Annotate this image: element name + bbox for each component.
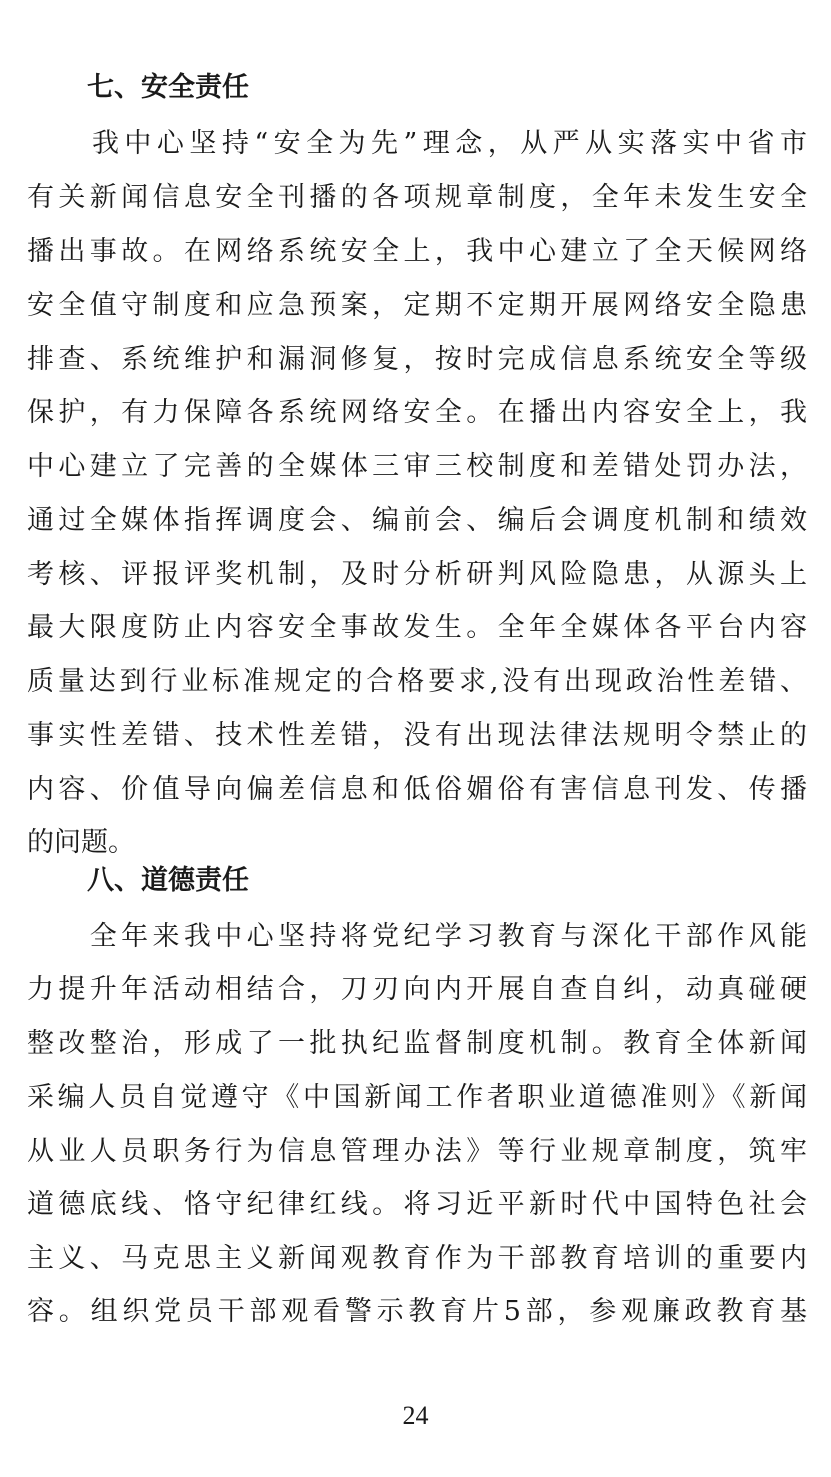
paragraph-line: 排查、系统维护和漏洞修复，按时完成信息系统安全等级 xyxy=(27,344,807,375)
paragraph-line: 考核、评报评奖机制，及时分析研判风险隐患，从源头上 xyxy=(27,559,807,590)
paragraph-line: 容。组织党员干部观看警示教育片5部，参观廉政教育基 xyxy=(27,1296,807,1327)
paragraph-line: 从业人员职务行为信息管理办法》等行业规章制度，筑牢 xyxy=(27,1136,807,1167)
paragraph-line: 质量达到行业标准规定的合格要求,没有出现政治性差错、 xyxy=(27,666,807,697)
paragraph-line: 最大限度防止内容安全事故发生。全年全媒体各平台内容 xyxy=(27,612,807,643)
paragraph-line: 播出事故。在网络系统安全上，我中心建立了全天候网络 xyxy=(27,236,807,267)
paragraph-line: 道德底线、恪守纪律红线。将习近平新时代中国特色社会 xyxy=(27,1189,807,1220)
paragraph-line: 采编人员自觉遵守《中国新闻工作者职业道德准则》《新闻 xyxy=(27,1082,807,1113)
section-heading-safety: 七、安全责任 xyxy=(87,72,249,103)
paragraph-line: 整改整治，形成了一批执纪监督制度机制。教育全体新闻 xyxy=(27,1028,807,1059)
paragraph-line: 我中心坚持“安全为先”理念，从严从实落实中省市 xyxy=(27,128,807,159)
paragraph-line: 安全值守制度和应急预案，定期不定期开展网络安全隐患 xyxy=(27,290,807,321)
paragraph-line: 主义、马克思主义新闻观教育作为干部教育培训的重要内 xyxy=(27,1243,807,1274)
page-number: 24 xyxy=(402,1401,429,1430)
paragraph-line: 力提升年活动相结合，刀刃向内开展自查自纠，动真碰硬 xyxy=(27,974,807,1005)
paragraph-line: 保护，有力保障各系统网络安全。在播出内容安全上，我 xyxy=(27,397,807,428)
paragraph-line: 事实性差错、技术性差错，没有出现法律法规明令禁止的 xyxy=(27,720,807,751)
paragraph-line: 的问题。 xyxy=(27,827,135,858)
paragraph-line: 中心建立了完善的全媒体三审三校制度和差错处罚办法， xyxy=(27,451,807,482)
paragraph-line: 全年来我中心坚持将党纪学习教育与深化干部作风能 xyxy=(27,921,807,952)
paragraph-line: 内容、价值导向偏差信息和低俗媚俗有害信息刊发、传播 xyxy=(27,774,807,805)
paragraph-line: 有关新闻信息安全刊播的各项规章制度，全年未发生安全 xyxy=(27,182,807,213)
paragraph-line: 通过全媒体指挥调度会、编前会、编后会调度机制和绩效 xyxy=(27,505,807,536)
section-heading-ethics: 八、道德责任 xyxy=(87,865,249,896)
